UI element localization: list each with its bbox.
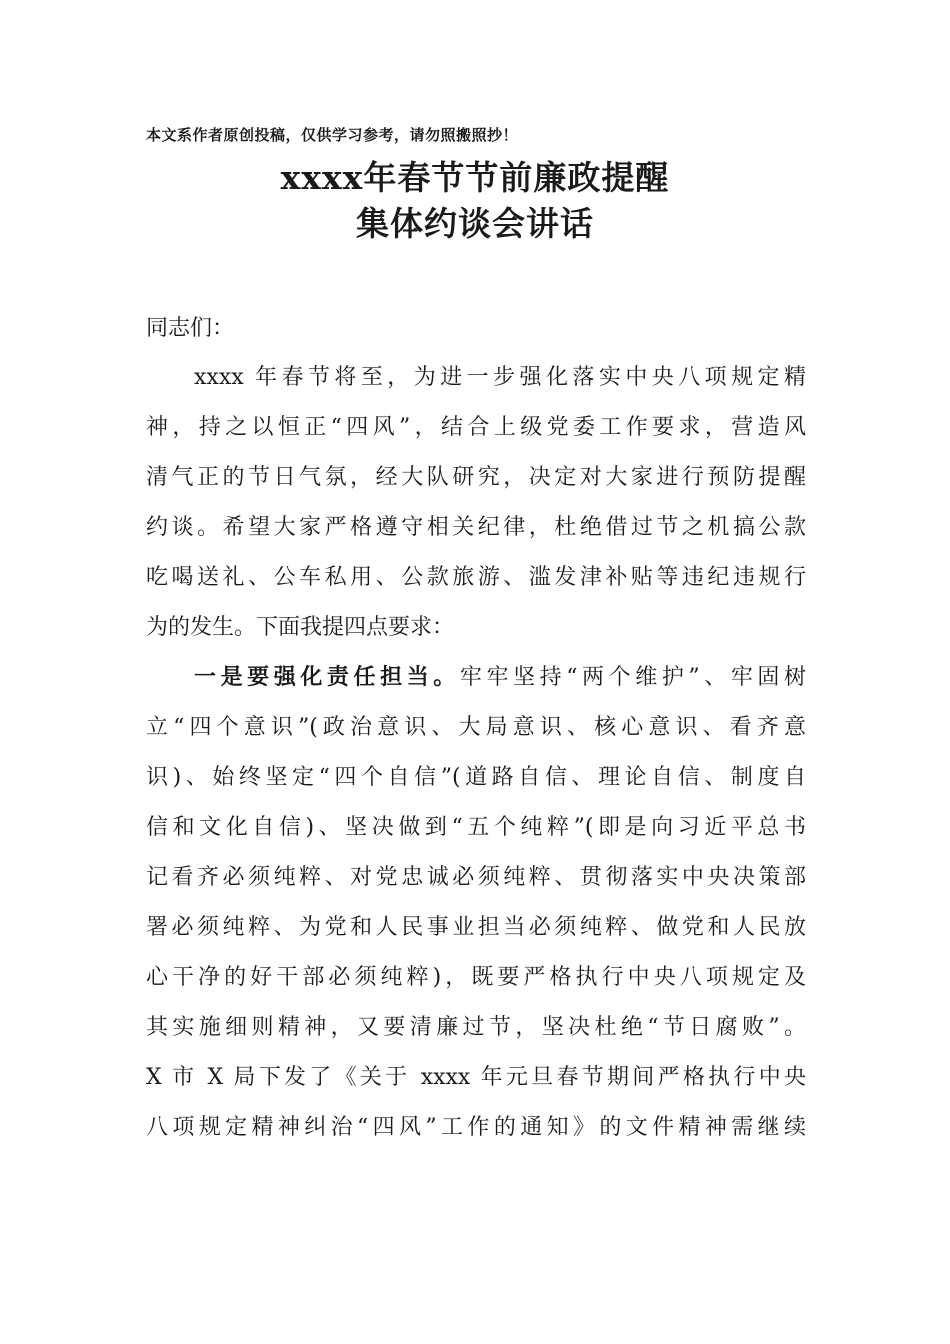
paragraph-1-line: 清气正的节日气氛，经大队研究，决定对大家进行预防提醒 xyxy=(146,465,806,490)
paragraph-2-line: 署必须纯粹、为党和人民事业担当必须纯粹、做党和人民放 xyxy=(146,915,806,940)
paragraph-2-lead: 一是要强化责任担当。 xyxy=(194,665,460,690)
paragraph-2-line: 识)、始终坚定“四个自信”(道路自信、理论自信、制度自 xyxy=(146,765,806,790)
paragraph-2-line: 信和文化自信)、坚决做到“五个纯粹”(即是向习近平总书 xyxy=(146,815,806,840)
paragraph-2-line: X 市 X 局下发了《关于 xxxx 年元旦春节期间严格执行中央 xyxy=(146,1065,806,1090)
paragraph-1 xyxy=(146,353,806,653)
document-title-line-1: xxxx年春节节前廉政提醒 xyxy=(280,158,670,197)
copyright-notice: 本文系作者原创投稿，仅供学习参考，请勿照搬照抄！ xyxy=(146,126,519,144)
paragraph-1-line: 吃喝送礼、公车私用、公款旅游、滥发津补贴等违纪违规行 xyxy=(146,565,806,590)
paragraph-2-line: 八项规定精神纠治“四风”工作的通知》的文件精神需继续 xyxy=(146,1115,806,1140)
paragraph-2-first-line xyxy=(146,653,806,703)
paragraph-2-line: 其实施细则精神，又要清廉过节，坚决杜绝“节日腐败”。 xyxy=(146,1015,806,1040)
paragraph-1-line: 为的发生。下面我提四点要求： xyxy=(146,615,455,640)
paragraph-1-line: 神，持之以恒正“四风”，结合上级党委工作要求，营造风 xyxy=(146,415,806,440)
paragraph-2 xyxy=(146,653,806,1153)
paragraph-1-line: 约谈。希望大家严格遵守相关纪律，杜绝借过节之机搞公款 xyxy=(146,515,806,540)
paragraph-2-line: 心干净的好干部必须纯粹)，既要严格执行中央八项规定及 xyxy=(146,965,806,990)
greeting-text: 同志们： xyxy=(146,316,235,341)
paragraph-2-line: 立“四个意识”(政治意识、大局意识、核心意识、看齐意 xyxy=(146,715,806,740)
paragraph-1-line: xxxx 年春节将至，为进一步强化落实中央八项规定精 xyxy=(194,365,806,390)
paragraph-2-first-line-rest: 牢牢坚持“两个维护”、牢固树 xyxy=(459,665,806,690)
document-title-line-2: 集体约谈会讲话 xyxy=(356,204,594,243)
greeting xyxy=(146,304,806,354)
paragraph-2-line: 记看齐必须纯粹、对党忠诚必须纯粹、贯彻落实中央决策部 xyxy=(146,865,806,890)
